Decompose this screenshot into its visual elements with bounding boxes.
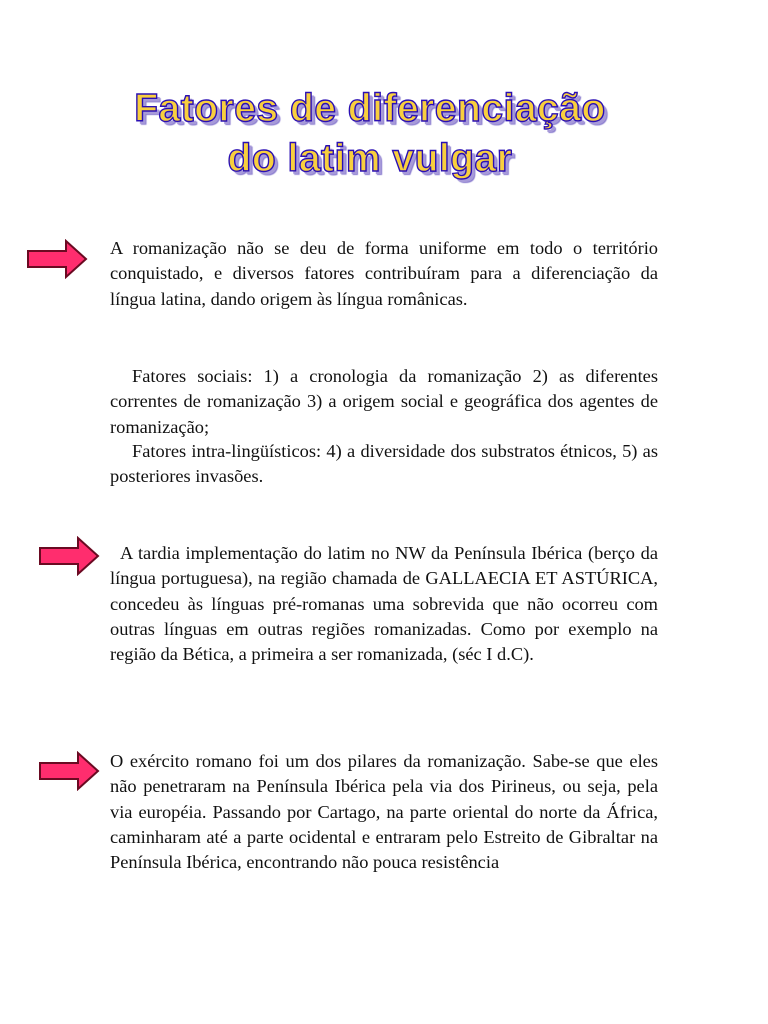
social-factors-text: Fatores sociais: 1) a cronologia da romanização 2) as diferentes correntes de romanização 3) a origem social e geográfica dos agentes de romanização; (110, 366, 658, 437)
title-line-1: Fatores de diferenciação (134, 87, 606, 130)
social-factors-paragraph (110, 364, 658, 440)
intro-paragraph: A romanização não se deu de forma uniforme em todo o território conquistado, e diversos fatores contribuíram para a diferenciação da língua latina, dando origem às língua românicas. (110, 238, 658, 309)
gallaecia-text: A tardia implementação do latim no NW da Península Ibérica (berço da língua portuguesa), na região chamada de GALLAECIA ET ASTÚRICA, concedeu às línguas pré-romanas uma sobrevida que não ocorreu com outras línguas em outras regiões romanizadas. Como por exemplo na região da Bética, a primeira a ser romanizada, (séc I d.C). (110, 543, 658, 665)
arrow-right-icon (26, 239, 88, 279)
title-line-2: do latim vulgar (227, 137, 513, 180)
gallaecia-paragraph (110, 541, 658, 667)
linguistic-factors-paragraph (110, 439, 658, 490)
army-paragraph: O exército romano foi um dos pilares da romanização. Sabe-se que eles não penetraram na Península Ibérica pela via dos Pirineus, ou seja, pela via européia. Passando por Cartago, na parte oriental do norte da África, caminharam até a parte ocidental e entraram pelo Estreito de Gibraltar na Península Ibérica, encontrando não pouca resistência (110, 751, 658, 873)
arrow-right-icon (38, 751, 100, 791)
linguistic-factors-text: Fatores intra-lingüísticos: 4) a diversidade dos substratos étnicos, 5) as posteriores invasões. (110, 441, 658, 487)
page-title (0, 84, 740, 184)
arrow-right-icon (38, 536, 100, 576)
